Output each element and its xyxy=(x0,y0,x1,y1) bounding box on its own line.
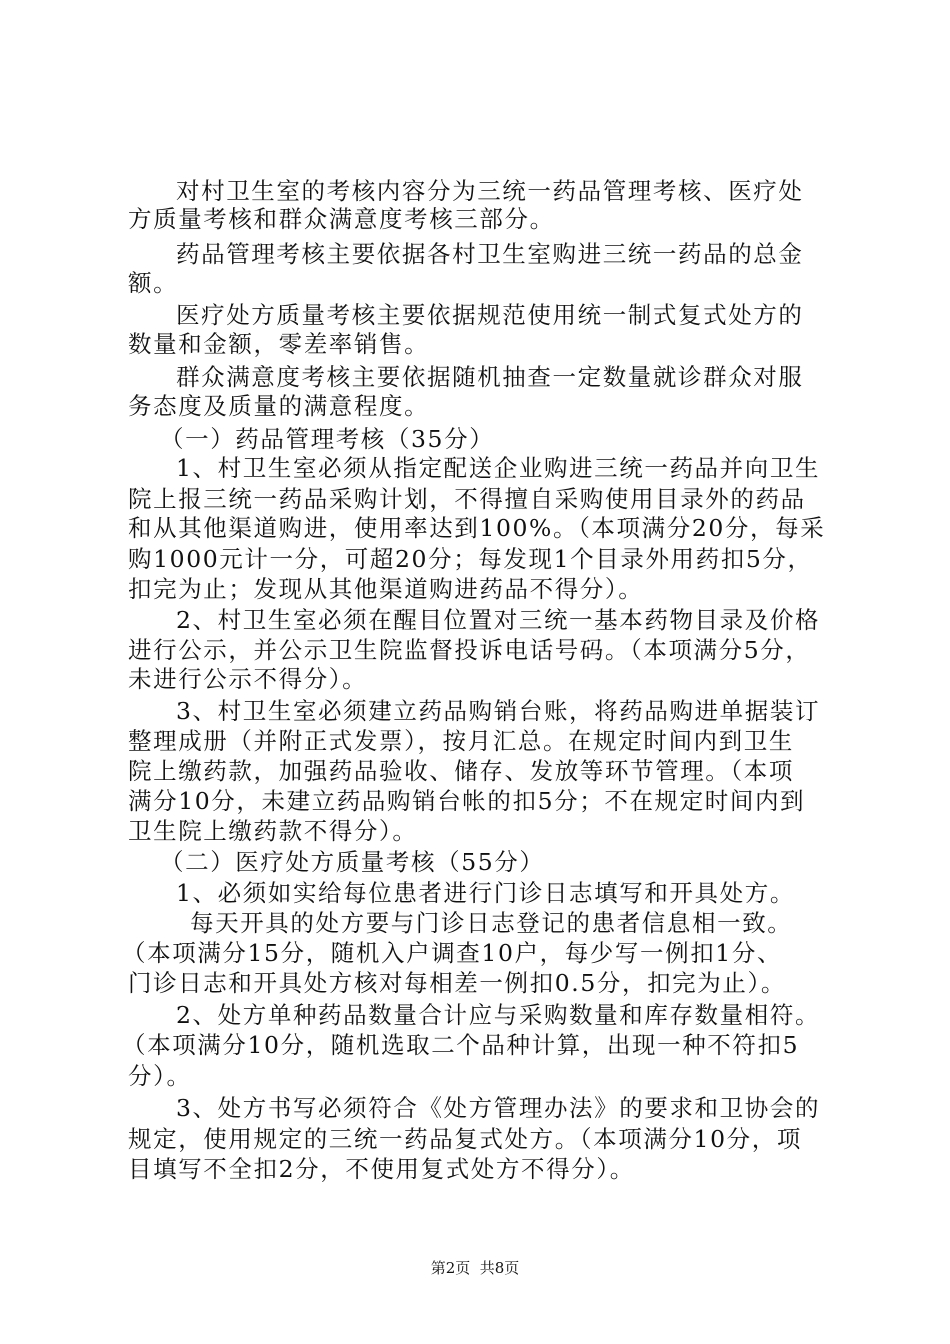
text-line: 院上报三统一药品采购计划，不得擅自采购使用目录外的药品 xyxy=(128,485,806,513)
section-heading: （一）药品管理考核（35分） xyxy=(160,425,495,453)
text-line: 目填写不全扣2分，不使用复式处方不得分）。 xyxy=(128,1155,635,1183)
text-line: 分）。 xyxy=(128,1062,192,1090)
text-line: 医疗处方质量考核主要依据规范使用统一制式复式处方的 xyxy=(176,301,804,329)
text-line: 2、村卫生室必须在醒目位置对三统一基本药物目录及价格 xyxy=(176,606,821,634)
text-line: （本项满分15分，随机入户调查10户，每少写一例扣1分、 xyxy=(122,939,783,967)
text-line: 院上缴药款，加强药品验收、储存、发放等环节管理。（本项 xyxy=(128,757,794,785)
text-line: 额。 xyxy=(128,269,179,297)
text-line: 未进行公示不得分）。 xyxy=(128,665,368,693)
text-line: 进行公示，并公示卫生院监督投诉电话号码。（本项满分5分， xyxy=(128,636,811,664)
text-line: （本项满分10分，随机选取二个品种计算，出现一种不符扣5 xyxy=(122,1031,800,1059)
text-line: 方质量考核和群众满意度考核三部分。 xyxy=(128,205,555,233)
text-line: 1、村卫生室必须从指定配送企业购进三统一药品并向卫生 xyxy=(176,454,821,482)
text-line: 对村卫生室的考核内容分为三统一药品管理考核、医疗处 xyxy=(176,177,804,205)
text-line: 整理成册（并附正式发票），按月汇总。在规定时间内到卫生 xyxy=(128,727,794,755)
text-line: 群众满意度考核主要依据随机抽查一定数量就诊群众对服 xyxy=(176,363,804,391)
text-line: 卫生院上缴药款不得分）。 xyxy=(128,817,418,845)
page-number-footer: 第2页 共8页 xyxy=(430,1259,520,1277)
text-line: 满分10分，未建立药品购销台帐的扣5分；不在规定时间内到 xyxy=(128,787,806,815)
text-line: 数量和金额，零差率销售。 xyxy=(128,330,430,358)
text-line: 务态度及质量的满意程度。 xyxy=(128,392,430,420)
text-line: 药品管理考核主要依据各村卫生室购进三统一药品的总金 xyxy=(176,240,804,268)
text-line: 扣完为止；发现从其他渠道购进药品不得分）。 xyxy=(128,575,644,603)
text-line: 每天开具的处方要与门诊日志登记的患者信息相一致。 xyxy=(190,909,793,937)
text-line: 购1000元计一分，可超20分；每发现1个目录外用药扣5分， xyxy=(128,545,813,573)
text-line: 3、处方书写必须符合《处方管理办法》的要求和卫协会的 xyxy=(176,1094,821,1122)
text-line: 1、必须如实给每位患者进行门诊日志填写和开具处方。 xyxy=(176,879,795,907)
section-heading: （二）医疗处方质量考核（55分） xyxy=(160,848,545,876)
text-line: 门诊日志和开具处方核对每相差一例扣0.5分，扣完为止）。 xyxy=(128,969,786,997)
text-line: 3、村卫生室必须建立药品购销台账，将药品购进单据装订 xyxy=(176,697,821,725)
text-line: 规定，使用规定的三统一药品复式处方。（本项满分10分，项 xyxy=(128,1125,802,1153)
text-line: 2、处方单种药品数量合计应与采购数量和库存数量相符。 xyxy=(176,1001,821,1029)
text-line: 和从其他渠道购进，使用率达到100%。（本项满分20分，每采 xyxy=(128,514,826,542)
